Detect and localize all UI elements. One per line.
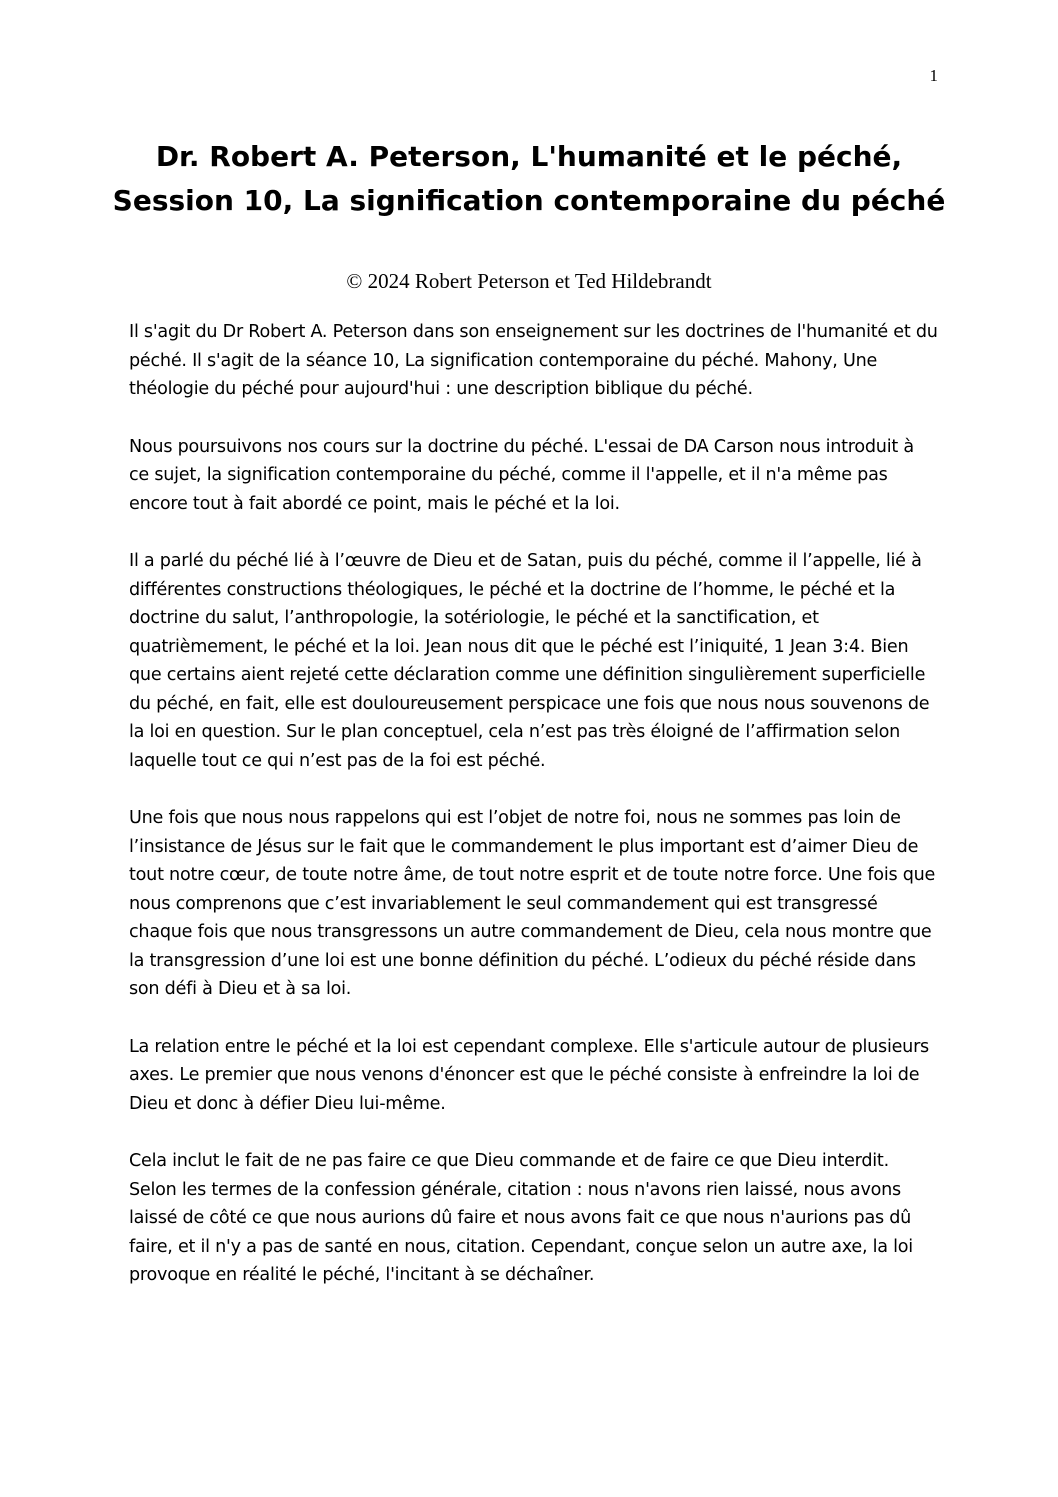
- paragraph-4: Une fois que nous nous rappelons qui est l’objet de notre foi, nous ne sommes pas loin de l’insistance de Jésus sur le fait que le commandement le plus important est d’aimer Dieu de tout notre cœur, de toute notre âme, de tout notre esprit et de toute notre force. Une fois que nous comprenons que c’est invariablement le seul commandement qui est transgressé chaque fois que nous transgressons un autre commandement de Dieu, cela nous montre que la transgression d’une loi est une bonne définition du péché. L’odieux du péché réside dans son défi à Dieu et à sa loi.: [129, 808, 936, 999]
- paragraph-6: Cela inclut le fait de ne pas faire ce que Dieu commande et de faire ce que Dieu interdit. Selon les termes de la confession générale, citation : nous n'avons rien laissé, nous avons laissé de côté ce que nous aurions dû faire et nous avons fait ce que nous n'aurions pas dû faire, et il n'y a pas de santé en nous, citation. Cependant, conçue selon un autre axe, la loi provoque en réalité le péché, l'incitant à se déchaîner.: [129, 1151, 913, 1285]
- paragraph-1: Il s'agit du Dr Robert A. Peterson dans son enseignement sur les doctrines de l'humanité et du péché. Il s'agit de la séance 10, La signification contemporaine du péché. Mahony, Une théologie du péché pour aujourd'hui : une description biblique du péché.: [129, 322, 938, 399]
- paragraph-5: La relation entre le péché et la loi est cependant complexe. Elle s'articule autour de plusieurs axes. Le premier que nous venons d'énoncer est que le péché consiste à enfreindre la loi de Dieu et donc à défier Dieu lui-même.: [129, 1036, 929, 1114]
- page-number: 1: [929, 66, 938, 85]
- paragraph-3: Il a parlé du péché lié à l’œuvre de Dieu et de Satan, puis du péché, comme il l’appelle, lié à différentes constructions théologiques, le péché et la doctrine de l’homme, le péché et la doctrine du salut, l’anthropologie, la sotériologie, le péché et la sanctification, et quatrièmement, le péché et la loi. Jean nous dit que le péché est l’iniquité, 1 Jean 3:4. Bien que certains aient rejeté cette déclaration comme une définition singulièrement superficielle du péché, en fait, elle est douloureusement perspicace une fois que nous nous souvenons de la loi en question. Sur le plan conceptuel, cela n’est pas très éloigné de l’affirmation selon laquelle tout ce qui n’est pas de la foi est péché.: [129, 551, 930, 771]
- paragraph-2: Nous poursuivons nos cours sur la doctrine du péché. L'essai de DA Carson nous introduit à ce sujet, la signification contemporaine du péché, comme il l'appelle, et il n'a même pas encore tout à fait abordé ce point, mais le péché et la loi.: [129, 436, 914, 514]
- copyright-line: © 2024 Robert Peterson et Ted Hildebrandt: [346, 269, 712, 293]
- body-text: [129, 318, 939, 1319]
- document-title: Dr. Robert A. Peterson, L'humanité et le péché, Session 10, La signification contemporaine du péché: [112, 140, 946, 217]
